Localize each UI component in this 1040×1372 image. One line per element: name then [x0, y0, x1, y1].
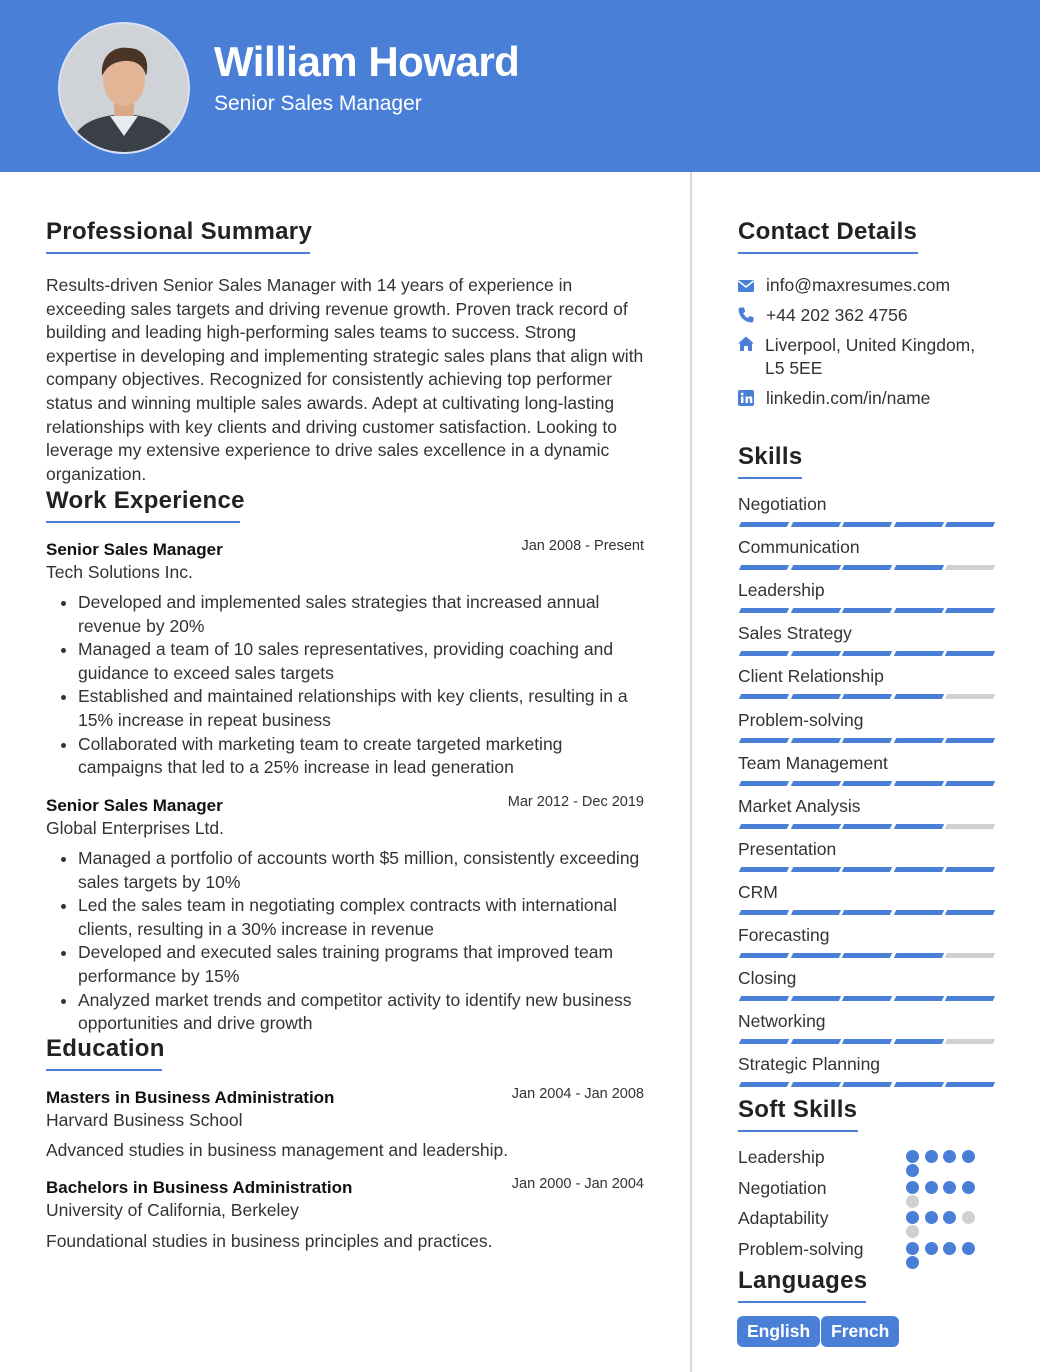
skill-bar-filled [790, 953, 840, 958]
contact-linkedin[interactable]: linkedin.com/in/name [766, 388, 931, 408]
skill-bar-filled [790, 996, 840, 1001]
job-bullet: • Managed a portfolio of accounts worth $5 million, consistently exceeding sales targets by 10% [78, 847, 650, 894]
skill-bar-filled [945, 781, 995, 786]
skill-name: Communication [738, 537, 860, 557]
languages-heading: Languages [738, 1267, 868, 1294]
skill-rating [740, 565, 994, 570]
skill-bar-filled [893, 781, 943, 786]
skill-rating [740, 996, 994, 1001]
skill-rating [740, 651, 994, 656]
person-portrait-icon [60, 24, 188, 152]
job-bullet: • Analyzed market trends and competitor activity to identify new business opportunities and drive growth [78, 989, 650, 1036]
skill-bar-filled [945, 867, 995, 872]
skill-bar-filled [893, 867, 943, 872]
skill-bar-filled [842, 781, 892, 786]
skill-name: Team Management [738, 753, 888, 773]
skill-bar-filled [893, 824, 943, 829]
skill-rating [740, 522, 994, 527]
skill-bar-filled [790, 608, 840, 613]
skill-rating [740, 608, 994, 613]
skill-name: Strategic Planning [738, 1054, 881, 1074]
skill-bar-empty [945, 565, 995, 570]
profile-photo [58, 22, 190, 154]
skill-bar-filled [739, 738, 789, 743]
rating-dot-filled [925, 1181, 938, 1194]
skill-name: Negotiation [738, 494, 827, 514]
soft-skill-name: Adaptability [738, 1208, 829, 1228]
rating-dot-filled [943, 1211, 956, 1224]
skill-bar-filled [739, 694, 789, 699]
skill-bar-filled [842, 651, 892, 656]
skill-rating [740, 1082, 994, 1087]
candidate-title: Senior Sales Manager [214, 92, 422, 115]
rating-dot-filled [943, 1181, 956, 1194]
skills-underline [738, 477, 802, 479]
skill-bar-filled [842, 1082, 892, 1087]
skill-rating [740, 694, 994, 699]
skill-bar-filled [893, 565, 943, 570]
skill-bar-filled [842, 910, 892, 915]
summary-heading: Professional Summary [46, 218, 313, 245]
rating-dot-filled [962, 1181, 975, 1194]
skill-bar-filled [842, 1039, 892, 1044]
job-bullet: • Collaborated with marketing team to create targeted marketing campaigns that led to a 25% increase in lead generation [78, 733, 650, 780]
skill-bar-empty [945, 824, 995, 829]
contact-address-line1: Liverpool, United Kingdom, [765, 335, 976, 355]
skill-bar-filled [790, 694, 840, 699]
skill-name: Leadership [738, 580, 825, 600]
skill-bar-filled [893, 1039, 943, 1044]
language-badge: English [737, 1316, 820, 1347]
skill-bar-filled [842, 694, 892, 699]
skill-rating [740, 953, 994, 958]
skill-name: Sales Strategy [738, 623, 852, 643]
job-bullets [46, 847, 650, 1036]
job-bullets [46, 591, 650, 780]
education-degree: Bachelors in Business Administration [46, 1178, 353, 1197]
job-dates: Mar 2012 - Dec 2019 [507, 794, 644, 810]
contact-address [765, 334, 975, 380]
skill-bar-filled [945, 910, 995, 915]
education-degree: Masters in Business Administration [46, 1088, 335, 1107]
skill-bar-filled [893, 651, 943, 656]
phone-icon [737, 306, 755, 324]
summary-text: Results-driven Senior Sales Manager with 14 years of experience in exceeding sales targets and driving revenue growth. Proven track record of building and leading high-performing sales teams to success. Strong expertise in developing and implementing strategic sales plans that align with company objectives. Recognized for consistently achieving top performer status and winning multiple sales awards. Adept at cultivating long-lasting relationships with key clients and driving customer satisfaction. Looking to leverage my extensive experience to drive sales excellence in a dynamic organization. [46, 275, 644, 484]
skill-bar-empty [945, 953, 995, 958]
skill-bar-filled [842, 824, 892, 829]
rating-dot-filled [906, 1164, 919, 1177]
rating-dot-filled [962, 1242, 975, 1255]
skill-rating [740, 910, 994, 915]
skill-bar-filled [893, 1082, 943, 1087]
skill-rating [740, 738, 994, 743]
skill-rating [740, 867, 994, 872]
rating-dot-filled [925, 1242, 938, 1255]
soft-skills-underline [738, 1130, 858, 1132]
skill-bar-filled [893, 694, 943, 699]
skill-bar-empty [945, 1039, 995, 1044]
skill-name: CRM [738, 882, 778, 902]
skill-rating [740, 1039, 994, 1044]
skill-name: Problem-solving [738, 710, 864, 730]
skill-bar-filled [790, 565, 840, 570]
job-bullet: • Managed a team of 10 sales representatives, providing coaching and guidance to exceed sales targets [78, 638, 650, 685]
soft-skill-name: Negotiation [738, 1178, 827, 1198]
skill-bar-filled [842, 738, 892, 743]
skill-name: Market Analysis [738, 796, 861, 816]
skill-bar-filled [945, 608, 995, 613]
soft-skill-name: Leadership [738, 1147, 825, 1167]
skill-bar-filled [790, 738, 840, 743]
job-bullet: • Developed and implemented sales strategies that increased annual revenue by 20% [78, 591, 650, 638]
summary-underline [46, 252, 310, 254]
skill-bar-filled [739, 1039, 789, 1044]
experience-heading: Work Experience [46, 487, 245, 514]
skill-bar-filled [790, 867, 840, 872]
job-bullet: • Established and maintained relationships with key clients, resulting in a 15% increase in repeat business [78, 685, 650, 732]
rating-dot-filled [906, 1256, 919, 1269]
envelope-icon [737, 277, 755, 295]
education-heading: Education [46, 1035, 165, 1062]
education-dates: Jan 2004 - Jan 2008 [511, 1086, 644, 1102]
skill-bar-filled [893, 738, 943, 743]
skill-bar-filled [842, 565, 892, 570]
job-bullet: • Developed and executed sales training programs that improved team performance by 15% [78, 941, 650, 988]
job-dates: Jan 2008 - Present [521, 538, 644, 554]
candidate-name: William Howard [214, 38, 520, 85]
skill-bar-filled [790, 1082, 840, 1087]
skill-bar-filled [842, 867, 892, 872]
skill-bar-filled [739, 910, 789, 915]
skill-bar-filled [842, 996, 892, 1001]
education-school: Harvard Business School [46, 1110, 243, 1130]
skills-heading: Skills [738, 443, 803, 470]
skill-rating [740, 781, 994, 786]
skill-name: Client Relationship [738, 666, 884, 686]
contact-phone[interactable]: +44 202 362 4756 [766, 305, 908, 325]
contact-email[interactable]: info@maxresumes.com [766, 275, 951, 295]
skill-bar-filled [945, 522, 995, 527]
skill-rating [740, 824, 994, 829]
rating-dot-filled [906, 1181, 919, 1194]
skill-bar-filled [842, 522, 892, 527]
experience-underline [46, 521, 240, 523]
skill-bar-filled [790, 522, 840, 527]
education-school: University of California, Berkeley [46, 1200, 299, 1220]
skill-bar-filled [739, 824, 789, 829]
skill-bar-filled [893, 608, 943, 613]
skill-bar-empty [945, 694, 995, 699]
skill-bar-filled [893, 996, 943, 1001]
skill-bar-filled [945, 651, 995, 656]
column-divider [690, 172, 692, 1372]
linkedin-icon [737, 389, 755, 407]
soft-skills-heading: Soft Skills [738, 1096, 858, 1123]
header-banner [0, 0, 1040, 172]
education-dates: Jan 2000 - Jan 2004 [511, 1176, 644, 1192]
skill-bar-filled [739, 522, 789, 527]
skill-bar-filled [739, 781, 789, 786]
rating-dot-filled [943, 1150, 956, 1163]
rating-dot-filled [906, 1150, 919, 1163]
skill-bar-filled [790, 910, 840, 915]
contact-underline [738, 252, 918, 254]
skill-bar-filled [790, 781, 840, 786]
job-company: Tech Solutions Inc. [46, 562, 193, 582]
skill-bar-filled [945, 738, 995, 743]
rating-dot-filled [925, 1150, 938, 1163]
skill-name: Networking [738, 1011, 826, 1031]
job-title: Senior Sales Manager [46, 796, 223, 815]
skill-bar-filled [842, 953, 892, 958]
rating-dot-empty [962, 1211, 975, 1224]
home-icon [737, 335, 755, 353]
education-underline [46, 1069, 162, 1071]
skill-bar-filled [739, 953, 789, 958]
contact-heading: Contact Details [738, 218, 918, 245]
rating-dot-empty [906, 1195, 919, 1208]
skill-bar-filled [842, 608, 892, 613]
skill-bar-filled [739, 651, 789, 656]
skill-bar-filled [739, 867, 789, 872]
skill-name: Forecasting [738, 925, 830, 945]
skill-bar-filled [739, 996, 789, 1001]
rating-dot-filled [962, 1150, 975, 1163]
skill-bar-filled [739, 608, 789, 613]
skill-bar-filled [945, 996, 995, 1001]
skill-bar-filled [893, 910, 943, 915]
skill-name: Closing [738, 968, 797, 988]
rating-dot-filled [906, 1242, 919, 1255]
rating-dot-filled [906, 1211, 919, 1224]
contact-address-line2: L5 5EE [765, 358, 823, 378]
skill-name: Presentation [738, 839, 837, 859]
skill-bar-filled [893, 522, 943, 527]
rating-dot-empty [906, 1225, 919, 1238]
rating-dot-filled [925, 1211, 938, 1224]
rating-dot-filled [943, 1242, 956, 1255]
skill-bar-filled [739, 1082, 789, 1087]
skill-bar-filled [790, 824, 840, 829]
skill-bar-filled [790, 651, 840, 656]
skill-bar-filled [893, 953, 943, 958]
soft-skill-name: Problem-solving [738, 1239, 864, 1259]
education-description: Advanced studies in business management and leadership. [46, 1140, 509, 1160]
skill-bar-filled [790, 1039, 840, 1044]
job-company: Global Enterprises Ltd. [46, 818, 225, 838]
education-description: Foundational studies in business principles and practices. [46, 1231, 493, 1251]
skill-bar-filled [945, 1082, 995, 1087]
language-badge: French [821, 1316, 899, 1347]
skill-bar-filled [739, 565, 789, 570]
job-title: Senior Sales Manager [46, 540, 223, 559]
job-bullet: • Led the sales team in negotiating complex contracts with international clients, resulting in a 30% increase in revenue [78, 894, 650, 941]
languages-underline [738, 1301, 866, 1303]
